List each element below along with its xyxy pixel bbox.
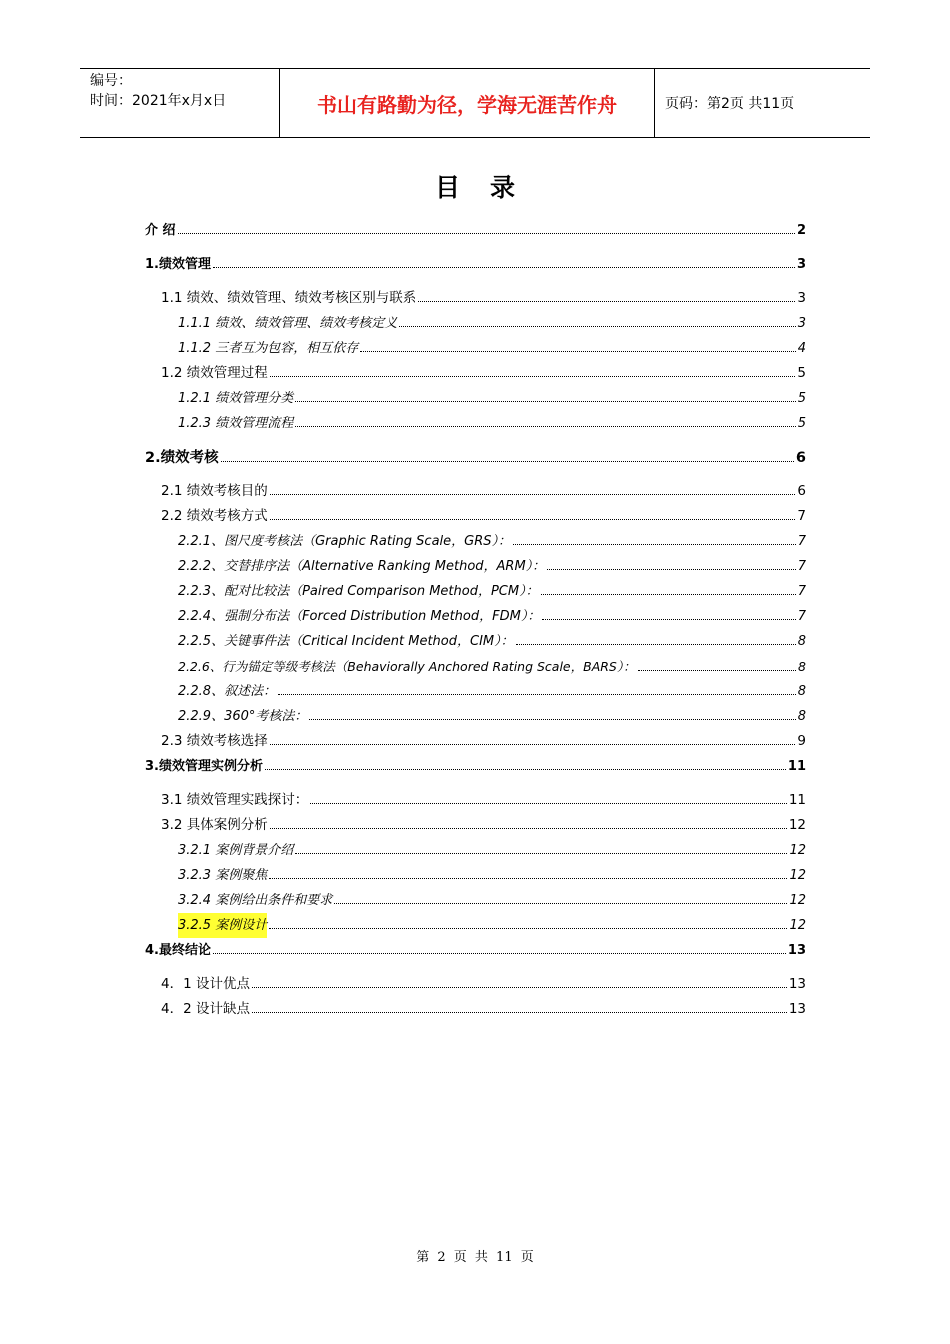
dot-leader	[265, 769, 786, 770]
header-motto: 书山有路勤为径，学海无涯苦作舟	[280, 69, 655, 137]
table-of-contents	[145, 218, 806, 1022]
toc-entry-1-2[interactable]: 1.2 绩效管理过程 5	[145, 361, 806, 386]
dot-leader	[399, 326, 796, 327]
toc-page: 12	[789, 868, 806, 883]
toc-page: 5	[797, 416, 806, 431]
dot-leader	[270, 376, 796, 377]
toc-entry-2-3[interactable]: 2.3 绩效考核选择 9	[145, 729, 806, 754]
dot-leader	[252, 1012, 787, 1013]
toc-page: 12	[789, 843, 806, 858]
toc-entry-2-2-6[interactable]: 2.2.6、行为锚定等级考核法（Behaviorally Anchored Rating Scale，BARS）： 8	[145, 654, 806, 679]
dot-leader	[270, 828, 787, 829]
toc-entry-3-2-5[interactable]	[145, 913, 806, 938]
toc-entry-1-2-1[interactable]: 1.2.1 绩效管理分类 5	[145, 386, 806, 411]
toc-page: 6	[795, 450, 806, 466]
toc-page: 3	[797, 290, 806, 306]
dot-leader	[213, 267, 795, 268]
toc-entry-4-1[interactable]: 4．1 设计优点 13	[145, 972, 806, 997]
toc-page: 7	[797, 609, 806, 624]
page-footer: 第 2 页 共 11 页	[416, 1250, 534, 1265]
dot-leader	[541, 594, 796, 595]
dot-leader	[278, 694, 796, 695]
dot-leader	[516, 644, 796, 645]
toc-entry-intro[interactable]: 介 绍 2	[145, 218, 806, 252]
toc-entry-3-2-1[interactable]: 3.2.1 案例背景介绍 12	[145, 838, 806, 863]
toc-page: 5	[797, 391, 806, 406]
number-label: 编号：	[90, 73, 132, 89]
toc-entry-2-2-1[interactable]: 2.2.1、图尺度考核法（Graphic Rating Scale，GRS）： 7	[145, 529, 806, 554]
dot-leader	[542, 619, 795, 620]
dot-leader	[513, 544, 796, 545]
toc-entry-3-1[interactable]: 3.1 绩效管理实践探讨： 11	[145, 788, 806, 813]
toc-page: 9	[797, 733, 806, 749]
toc-entry-2-2[interactable]: 2.2 绩效考核方式 7	[145, 504, 806, 529]
toc-page: 8	[797, 634, 806, 649]
dot-leader	[295, 401, 796, 402]
toc-page: 7	[797, 534, 806, 549]
toc-entry-2-2-4[interactable]: 2.2.4、强制分布法（Forced Distribution Method，FDM）： 7	[145, 604, 806, 629]
dot-leader	[270, 519, 796, 520]
dot-leader	[269, 928, 787, 929]
dot-leader	[334, 903, 787, 904]
toc-entry-3-2[interactable]: 3.2 具体案例分析 12	[145, 813, 806, 838]
dot-leader	[269, 878, 787, 879]
toc-page: 8	[798, 659, 806, 674]
time-label: 时间：2021年x月x日	[90, 93, 227, 109]
dot-leader	[270, 494, 796, 495]
toc-page: 2	[796, 223, 806, 238]
toc-entry-2[interactable]: 2.绩效考核 6	[145, 445, 806, 479]
dot-leader	[310, 803, 787, 804]
toc-entry-1-1[interactable]: 1.1 绩效、绩效管理、绩效考核区别与联系 3	[145, 286, 806, 311]
dot-leader	[295, 853, 787, 854]
toc-entry-3-2-3[interactable]: 3.2.3 案例聚焦 12	[145, 863, 806, 888]
toc-page: 12	[788, 817, 806, 833]
toc-page: 6	[797, 483, 806, 499]
dot-leader	[221, 461, 794, 462]
dot-leader	[295, 426, 796, 427]
dot-leader	[360, 351, 796, 352]
toc-entry-2-2-9[interactable]: 2.2.9、360°考核法： 8	[145, 704, 806, 729]
toc-entry-4-2[interactable]: 4．2 设计缺点 13	[145, 997, 806, 1022]
toc-entry-2-1[interactable]: 2.1 绩效考核目的 6	[145, 479, 806, 504]
toc-entry-1[interactable]: 1.绩效管理 3	[145, 252, 806, 286]
toc-entry-3[interactable]: 3.绩效管理实例分析 11	[145, 754, 806, 788]
toc-page: 12	[789, 918, 806, 933]
toc-page: 13	[787, 943, 806, 958]
toc-page: 3	[796, 257, 806, 272]
toc-page: 3	[797, 316, 806, 331]
page-header	[80, 68, 870, 138]
toc-page: 4	[797, 341, 806, 356]
toc-entry-2-2-5[interactable]: 2.2.5、关键事件法（Critical Incident Method，CIM）： 8	[145, 629, 806, 654]
header-meta	[80, 69, 280, 137]
toc-page: 8	[797, 684, 806, 699]
dot-leader	[252, 987, 787, 988]
toc-page: 11	[788, 792, 806, 808]
toc-page: 8	[797, 709, 806, 724]
toc-entry-1-1-1[interactable]: 1.1.1 绩效、绩效管理、绩效考核定义 3	[145, 311, 806, 336]
toc-page: 11	[787, 759, 806, 774]
toc-page: 7	[797, 584, 806, 599]
dot-leader	[213, 953, 786, 954]
toc-title: 目录	[434, 173, 545, 202]
toc-entry-2-2-2[interactable]: 2.2.2、交替排序法（Alternative Ranking Method，ARM）： 7	[145, 554, 806, 579]
dot-leader	[270, 744, 796, 745]
toc-page: 13	[788, 976, 806, 992]
toc-entry-4[interactable]: 4.最终结论 13	[145, 938, 806, 972]
toc-page: 13	[788, 1001, 806, 1017]
toc-entry-1-1-2[interactable]: 1.1.2 三者互为包容，相互依存 4	[145, 336, 806, 361]
dot-leader	[309, 719, 795, 720]
toc-page: 12	[789, 893, 806, 908]
toc-page: 5	[797, 365, 806, 381]
toc-entry-2-2-3[interactable]: 2.2.3、配对比较法（Paired Comparison Method，PCM）： 7	[145, 579, 806, 604]
dot-leader	[418, 301, 795, 302]
toc-entry-3-2-4[interactable]: 3.2.4 案例给出条件和要求 12	[145, 888, 806, 913]
toc-page: 7	[797, 508, 806, 524]
header-page-label: 页码：第2页 共11页	[665, 96, 795, 112]
dot-leader	[178, 233, 795, 234]
dot-leader	[547, 569, 796, 570]
toc-entry-2-2-8[interactable]: 2.2.8、叙述法： 8	[145, 679, 806, 704]
toc-page: 7	[797, 559, 806, 574]
toc-entry-1-2-3[interactable]: 1.2.3 绩效管理流程 5	[145, 411, 806, 436]
highlighted-entry-text: 3.2.5 案例设计	[178, 913, 267, 938]
dot-leader	[638, 670, 796, 671]
